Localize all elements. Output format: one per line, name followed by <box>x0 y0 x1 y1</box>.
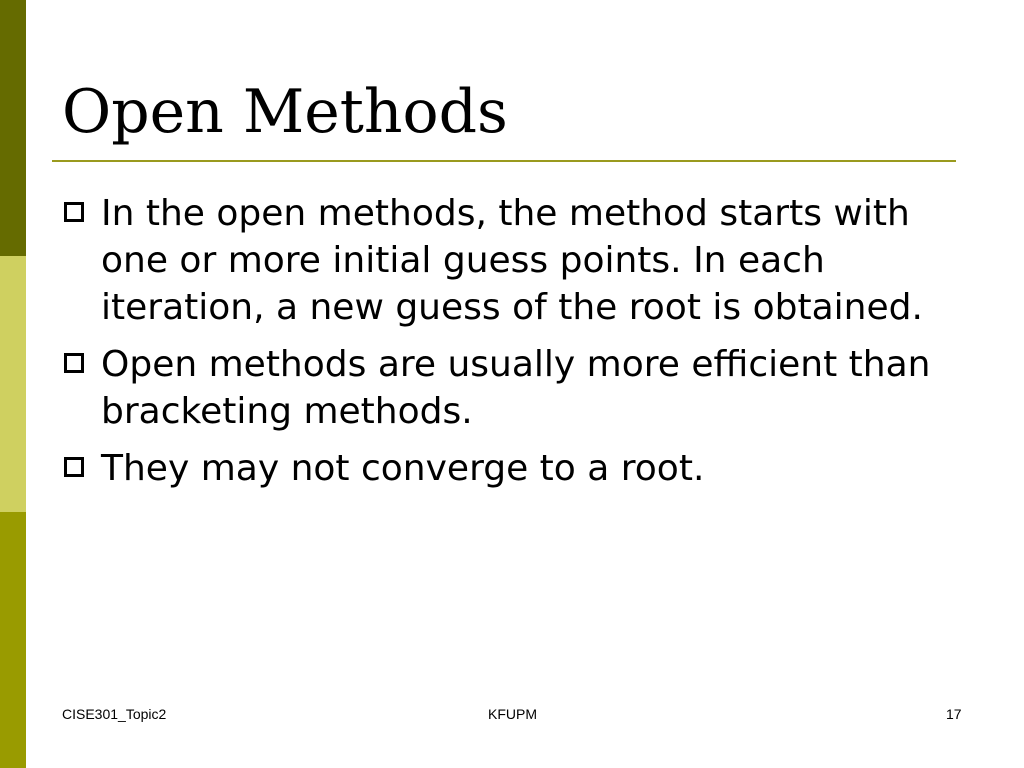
bullet-text: Open methods are usually more efficient than bracketing methods. <box>101 344 931 432</box>
footer-topic: CISE301_Topic2 <box>62 706 167 722</box>
slide-title: Open Methods <box>62 77 508 147</box>
footer-institution: KFUPM <box>488 706 537 722</box>
title-underline <box>52 160 956 162</box>
bullet-list <box>62 190 962 502</box>
bullet-text: They may not converge to a root. <box>101 448 705 489</box>
sidebar-segment-bottom <box>0 512 26 768</box>
bullet-text: In the open methods, the method starts with one or more initial guess points. In each iteration, a new guess of the root is obtained. <box>101 193 923 328</box>
bullet-item <box>62 445 962 492</box>
sidebar-segment-middle <box>0 256 26 512</box>
square-bullet-icon <box>64 353 84 373</box>
sidebar-segment-top <box>0 0 26 256</box>
sidebar-accent <box>0 0 26 768</box>
square-bullet-icon <box>64 457 84 477</box>
bullet-item <box>62 190 962 331</box>
square-bullet-icon <box>64 202 84 222</box>
footer-page-number: 17 <box>946 706 962 722</box>
bullet-item <box>62 341 962 435</box>
